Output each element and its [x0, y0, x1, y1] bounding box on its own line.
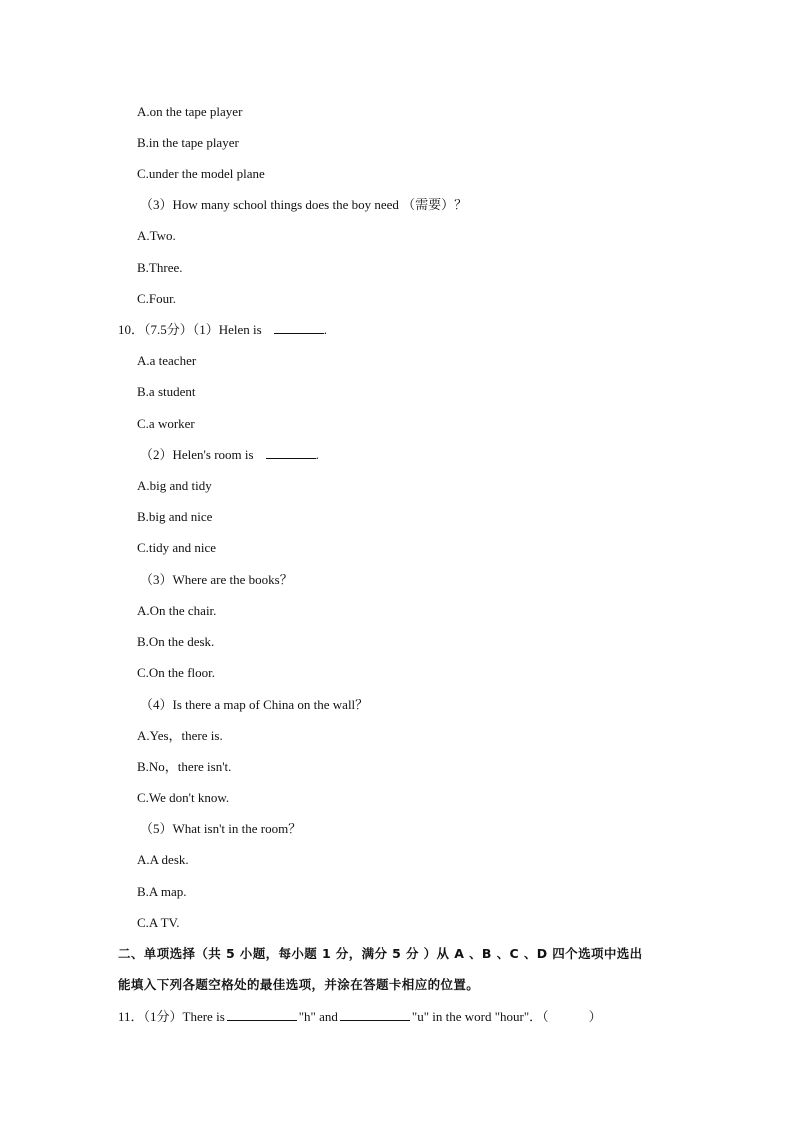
- section-heading-line-1: 二、单项选择（共 5 小题，每小题 1 分，满分 5 分 ）从 A 、B 、C 、D 四个选项中选出: [118, 946, 643, 961]
- q9-option-b: B.in the tape player: [137, 135, 239, 150]
- q11-part-4: ）: [588, 1009, 602, 1024]
- q11-part-2: "h" and: [298, 1009, 338, 1024]
- q9-3-option-c: C.Four.: [137, 291, 177, 306]
- answer-blank: [266, 447, 316, 459]
- q11-part-1: 11．（1分）There is: [118, 1009, 225, 1024]
- q10-3-option-c: C.On the floor.: [137, 665, 215, 680]
- q9-3-option-a: A.Two.: [137, 228, 176, 243]
- q11-question: [118, 1009, 602, 1025]
- q10-subquestion-3: （3）Where are the books？: [140, 572, 293, 587]
- q10-1-option-c: C.a worker: [137, 416, 195, 431]
- q10-4-option-a: A.Yes，there is.: [137, 728, 223, 743]
- q10-sub2-text: （2）Helen's room is: [140, 447, 254, 462]
- answer-blank: [274, 322, 324, 334]
- q10-2-option-c: C.tidy and nice: [137, 540, 217, 555]
- q10-heading-text: 10．（7.5分）（1）Helen is: [118, 322, 262, 337]
- section-heading-line-2: 能填入下列各题空格处的最佳选项，并涂在答题卡相应的位置。: [118, 977, 480, 992]
- q10-3-option-a: A.On the chair.: [137, 603, 217, 618]
- q9-option-c: C.under the model plane: [137, 166, 265, 181]
- q11-part-3: "u" in the word "hour"．（: [411, 1009, 549, 1024]
- q10-sub2-end: .: [315, 447, 319, 462]
- q10-5-option-a: A.A desk.: [137, 852, 189, 867]
- q10-heading-end: .: [323, 322, 327, 337]
- q9-option-a: A.on the tape player: [137, 104, 243, 119]
- q10-subquestion-4: （4）Is there a map of China on the wall？: [140, 697, 369, 712]
- q10-1-option-a: A.a teacher: [137, 353, 197, 368]
- q10-5-option-c: C.A TV.: [137, 915, 180, 930]
- answer-blank: [227, 1009, 297, 1021]
- q10-1-option-b: B.a student: [137, 384, 196, 399]
- q10-subquestion-2: [140, 447, 319, 463]
- q9-subquestion-3: （3）How many school things does the boy need （需要）？: [140, 197, 468, 212]
- q10-5-option-b: B.A map.: [137, 884, 187, 899]
- q10-2-option-b: B.big and nice: [137, 509, 213, 524]
- q10-2-option-a: A.big and tidy: [137, 478, 212, 493]
- q10-heading: [118, 322, 327, 338]
- answer-blank: [340, 1009, 410, 1021]
- q10-3-option-b: B.On the desk.: [137, 634, 215, 649]
- q10-4-option-c: C.We don't know.: [137, 790, 230, 805]
- q9-3-option-b: B.Three.: [137, 260, 183, 275]
- q10-subquestion-5: （5）What isn't in the room？: [140, 821, 302, 836]
- q10-4-option-b: B.No，there isn't.: [137, 759, 232, 774]
